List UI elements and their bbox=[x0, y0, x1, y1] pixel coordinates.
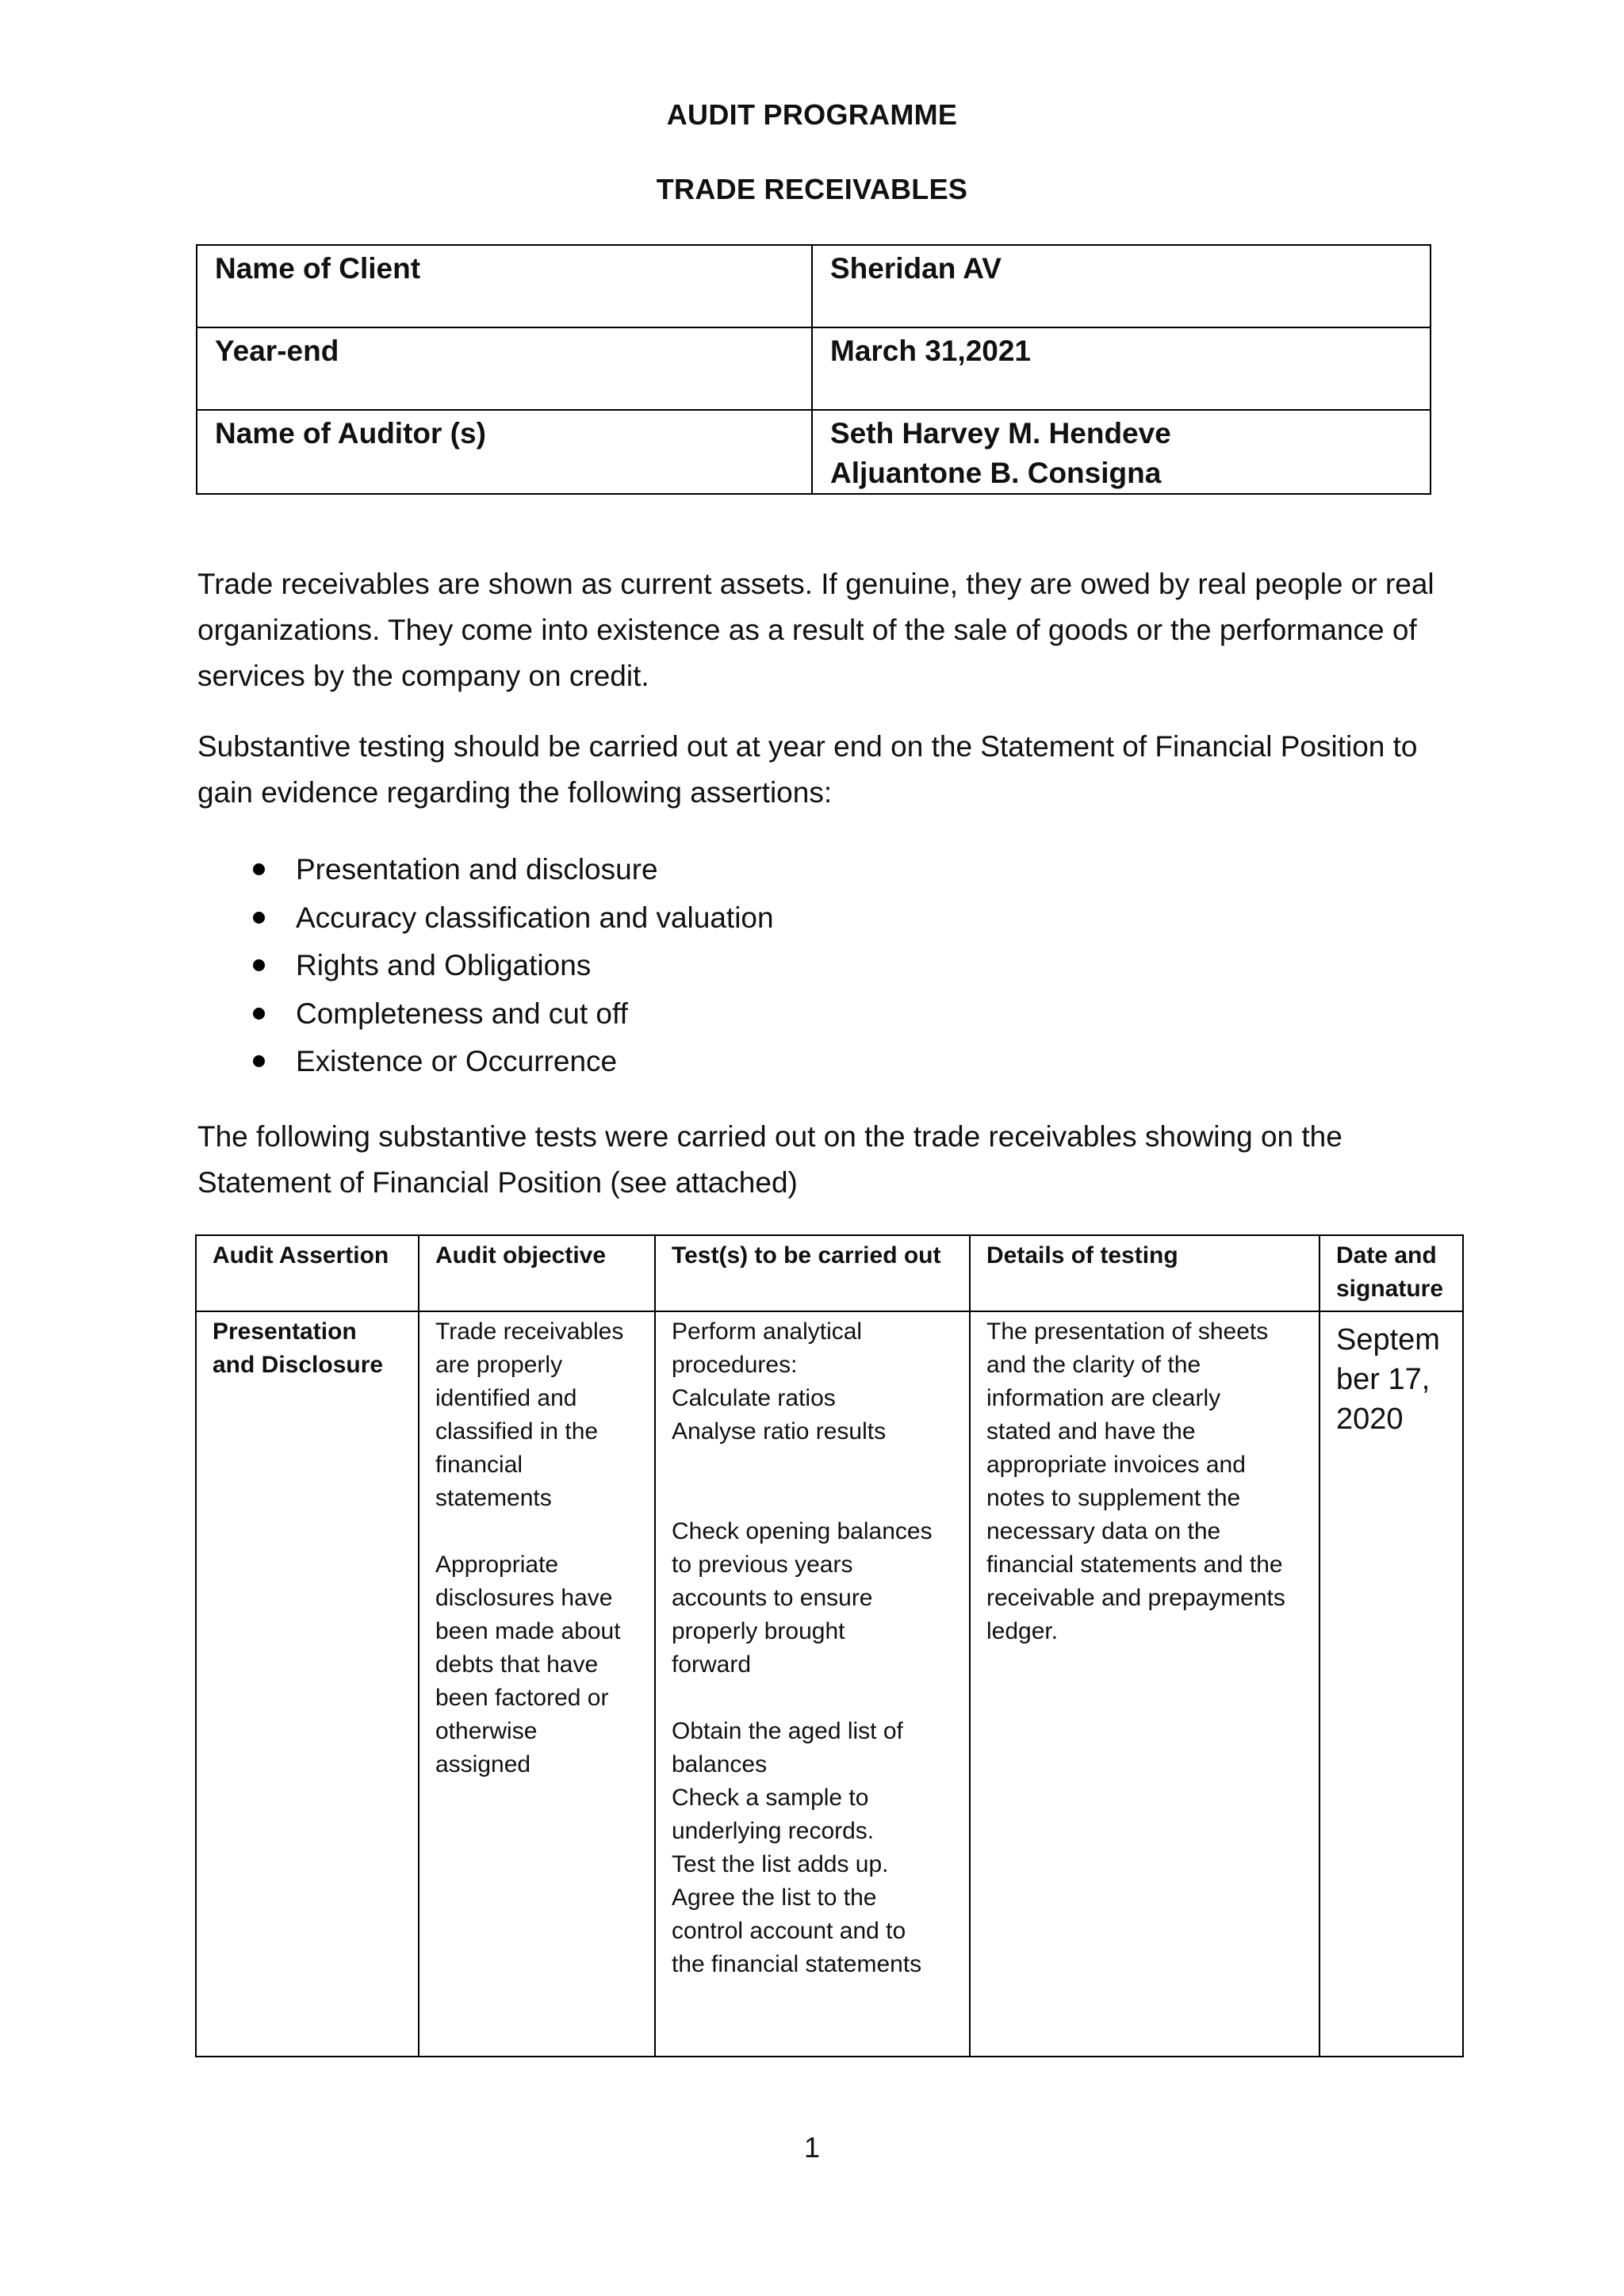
client-value bbox=[812, 245, 1431, 327]
cell-line: identified and bbox=[435, 1385, 577, 1411]
client-label: Name of Client bbox=[197, 245, 812, 327]
cell-line: are properly bbox=[435, 1352, 563, 1378]
year-end-row bbox=[197, 327, 1431, 410]
cell-line bbox=[435, 1515, 640, 1548]
cell-line: Analyse ratio results bbox=[672, 1418, 887, 1445]
cell-line: forward bbox=[672, 1651, 752, 1678]
cell-line bbox=[672, 1682, 955, 1715]
cell-line: financial statements and the bbox=[986, 1552, 1283, 1578]
cell-line: procedures: bbox=[672, 1352, 798, 1378]
assertion-text: Presentation and disclosure bbox=[296, 853, 658, 886]
bullet-icon bbox=[253, 863, 265, 875]
cell-line: notes to supplement the bbox=[986, 1485, 1241, 1511]
page-number: 1 bbox=[803, 2131, 821, 2164]
bullet-icon bbox=[253, 912, 265, 924]
table-row bbox=[196, 1311, 1463, 2057]
cell-line: the financial statements bbox=[672, 1951, 922, 1977]
assertion-text: Rights and Obligations bbox=[296, 949, 592, 982]
cell-line: Septem bbox=[1336, 1323, 1440, 1357]
audit-program-table bbox=[195, 1234, 1464, 2057]
cell-line: and the clarity of the bbox=[986, 1352, 1201, 1378]
auditor-name-1: Seth Harvey M. Hendeve bbox=[830, 417, 1171, 450]
cell-line: control account and to bbox=[672, 1918, 906, 1944]
assertion-text: Accuracy classification and valuation bbox=[296, 901, 774, 934]
cell-line: financial bbox=[435, 1452, 523, 1478]
cell-line: debts that have bbox=[435, 1651, 599, 1678]
cell-line: to previous years bbox=[672, 1552, 853, 1578]
list-item bbox=[197, 846, 774, 894]
client-row bbox=[197, 245, 1431, 327]
cell-line: Presentation bbox=[213, 1318, 357, 1345]
cell-line: stated and have the bbox=[986, 1418, 1196, 1445]
cell-line: disclosures have bbox=[435, 1585, 613, 1611]
list-item bbox=[197, 942, 774, 990]
list-item bbox=[197, 1038, 774, 1086]
cell-line: ber 17, bbox=[1336, 1363, 1431, 1396]
cell-line: accounts to ensure bbox=[672, 1585, 873, 1611]
substantive-paragraph: Substantive testing should be carried out at year end on the Statement of Financial Position to gain evidence regarding the following assertions: bbox=[197, 730, 1418, 809]
tests-cell bbox=[655, 1311, 970, 2057]
cell-line: been factored or bbox=[435, 1685, 609, 1711]
assertion-text: Existence or Occurrence bbox=[296, 1045, 618, 1077]
cell-line: Test the list adds up. bbox=[672, 1851, 889, 1877]
year-end-value bbox=[812, 327, 1431, 410]
cell-line: Appropriate bbox=[435, 1552, 559, 1578]
cell-line: Obtain the aged list of bbox=[672, 1718, 903, 1744]
cell-line: receivable and prepayments bbox=[986, 1585, 1285, 1611]
header-tests: Test(s) to be carried out bbox=[655, 1235, 970, 1311]
bullet-icon bbox=[253, 1055, 265, 1067]
details-cell bbox=[970, 1311, 1320, 2057]
bullet-icon bbox=[253, 1008, 265, 1020]
cell-line: otherwise bbox=[435, 1718, 538, 1744]
client-info-table bbox=[196, 244, 1431, 495]
cell-line: assigned bbox=[435, 1751, 531, 1777]
intro-paragraph: Trade receivables are shown as current assets. If genuine, they are owed by real people or real organizations. They come into existence as a result of the sale of goods or the performance of services by the company on credit. bbox=[197, 568, 1434, 692]
date-cell bbox=[1320, 1311, 1463, 2057]
cell-line: Check a sample to bbox=[672, 1785, 869, 1811]
cell-line: been made about bbox=[435, 1618, 621, 1644]
cell-line: Agree the list to the bbox=[672, 1885, 877, 1911]
auditor-row bbox=[197, 410, 1431, 494]
cell-line: 2020 bbox=[1336, 1402, 1404, 1436]
cell-line: Calculate ratios bbox=[672, 1385, 836, 1411]
cell-line: The presentation of sheets bbox=[986, 1318, 1269, 1345]
header-audit-assertion: Audit Assertion bbox=[196, 1235, 419, 1311]
document-subtitle: TRADE RECEIVABLES bbox=[656, 173, 968, 205]
tests-paragraph: The following substantive tests were carried out on the trade receivables showing on the Statement of Financial Position (see attached) bbox=[197, 1120, 1342, 1199]
header-details: Details of testing bbox=[970, 1235, 1320, 1311]
cell-line: statements bbox=[435, 1485, 552, 1511]
auditor-value bbox=[812, 410, 1431, 494]
cell-line: underlying records. bbox=[672, 1818, 875, 1844]
cell-line: and Disclosure bbox=[213, 1352, 384, 1378]
year-end-label: Year-end bbox=[197, 327, 812, 410]
client-value-line: Sheridan AV bbox=[830, 252, 1002, 285]
table-header-row bbox=[196, 1235, 1463, 1311]
cell-line: classified in the bbox=[435, 1418, 599, 1445]
cell-line: Perform analytical bbox=[672, 1318, 863, 1345]
bullet-icon bbox=[253, 959, 265, 971]
cell-line: necessary data on the bbox=[986, 1518, 1221, 1544]
cell-line: information are clearly bbox=[986, 1385, 1221, 1411]
year-end-value-line: March 31,2021 bbox=[830, 335, 1032, 367]
header-audit-objective: Audit objective bbox=[419, 1235, 655, 1311]
objective-cell bbox=[419, 1311, 655, 2057]
cell-line bbox=[672, 1482, 955, 1515]
list-item bbox=[197, 894, 774, 943]
cell-line: ledger. bbox=[986, 1618, 1059, 1644]
cell-line: balances bbox=[672, 1751, 768, 1777]
auditor-label: Name of Auditor (s) bbox=[197, 410, 812, 494]
cell-line: Trade receivables bbox=[435, 1318, 624, 1345]
cell-line bbox=[672, 1448, 955, 1482]
assertion-text: Completeness and cut off bbox=[296, 997, 628, 1030]
list-item bbox=[197, 990, 774, 1039]
cell-line: appropriate invoices and bbox=[986, 1452, 1246, 1478]
document-title: AUDIT PROGRAMME bbox=[666, 98, 958, 131]
cell-line: Check opening balances bbox=[672, 1518, 933, 1544]
header-date-signature: Date and signature bbox=[1320, 1235, 1463, 1311]
auditor-name-2: Aljuantone B. Consigna bbox=[830, 457, 1162, 489]
assertions-list bbox=[197, 846, 774, 1086]
cell-line: properly brought bbox=[672, 1618, 845, 1644]
assertion-cell bbox=[196, 1311, 419, 2057]
